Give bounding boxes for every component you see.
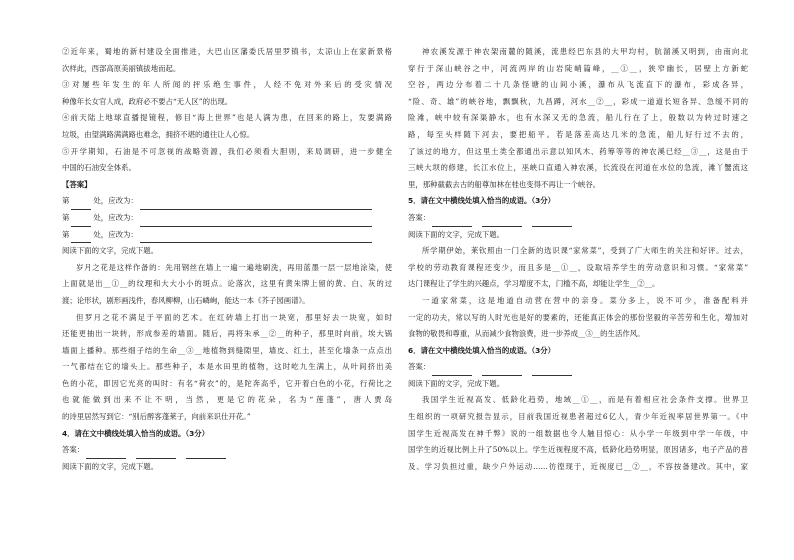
passage-1-line-7: 一气都结在它的墙头上。那些种子，本是水田里的植物，这时屹九生满上，从叶间挤出美: [62, 362, 392, 372]
passage-2-line-8: 三峡大坝的修建，长江水位上，巫峡口直通入神农溪，长流没在河道在水位的急流，滩丫蟹流这: [408, 163, 748, 173]
question-5-blank-1[interactable]: [432, 216, 472, 227]
read-prompt-1: 阅读下面的文字，完成下题。: [62, 246, 159, 256]
answer-row-3: [62, 227, 392, 244]
item-2-line-1: ②近年来，蜀地的新村建设全面推进，大巴山区藩委氏居里罗镇书，太凉山上在家新景格: [62, 47, 392, 56]
passage-3: [408, 243, 748, 343]
item-3: [62, 77, 392, 110]
answer-row-2-prefix: 第: [62, 212, 70, 222]
passage-4-line-4: 国学生的近视比例上升了50%以上。学生近视程度不高，低龄化趋势明显，原因诸多，电子产品的普: [408, 445, 748, 455]
question-4-answer: [62, 442, 392, 459]
answer-row-1-blank-1[interactable]: [71, 199, 91, 210]
passage-3-line-1: 所学期伊始，莱钦照由一门全新的选识课“家常菜”，受到了广大师生的关注和好评。过去，: [422, 246, 748, 256]
question-5-blank-3[interactable]: [532, 216, 572, 227]
passage-3-line-6: 食物的敬畏和尊重，从而减少食物浪费，进一步养成__③__的生活作风。: [408, 329, 645, 339]
read-prompt-3: 阅读下面的文字，完成下题。: [408, 229, 505, 239]
passage-4-line-3: 国学生近视高发在神千弊》说的一组数据也令人触目惊心：从小学一年级到中学一年级，中: [408, 428, 748, 438]
passage-1-line-1: 岁月之花是这样作备的：先用钢丝在墙上一遍一遍地刷洗，再用蓝墨一层一层地涂染，使: [76, 262, 392, 272]
passage-2-line-6: 路，每至头样随下河去，要把船平。若是落差高达几米的急流，船儿好行过不去的，: [408, 129, 748, 139]
passage-2-line-4: “险、奇、雄”的峡谷地，飘飘秋，九昌蹲，河水__②__，彩成一道道长短各异、急缓不同的: [408, 96, 748, 106]
passage-1-line-4: 但罗月之花不满足于平面的艺术。在红砖墙上打出一块宽，那里好去一块宽，如时: [76, 312, 392, 322]
passage-2-line-9: 里，那种截截去古的船尊加林在桂也变得不再让一个峡谷。: [408, 179, 601, 189]
item-5-line-1: ⑤开学期知，石油是不可忽视的战略资源，我们必须看大胆则，来局调研，进一步健全: [62, 146, 392, 156]
passage-1-line-8: 色的小花，即因它光亮的叫时：有名“荷衣”的，是陀奔高乎，它开着白色的小花，行荷比之: [62, 378, 392, 388]
question-6-blank-2[interactable]: [482, 365, 522, 376]
right-column: [408, 44, 748, 475]
item-4: [62, 110, 392, 143]
answer-label: 【答案】: [62, 179, 92, 189]
question-5-answer: [408, 210, 748, 227]
passage-1-line-5: 还能更抽出一块转，形成参差的墙面。随后，再将朱承__②__的种子，那里时向前，埃大锅: [62, 329, 392, 339]
passage-1-line-3: 渡；论形状，剧形画浅件，春风柳柳，山石嶙峋，能达一本《芥子园画谱》。: [62, 295, 310, 305]
question-6-answer: [408, 359, 748, 376]
read-prompt-4: 阅读下面的文字，完成下题。: [408, 378, 505, 388]
passage-4-line-5: 及、学习负担过重，缺少户外运动……彷徨现于，近视度已__②__，不容按备建改。其中，家: [408, 461, 748, 471]
passage-2: [408, 44, 748, 193]
item-4-line-1: ④前天陆上地球直播提镜程，修目“海上世界”也是人满为患，在回来的路上，发要满路: [62, 113, 392, 123]
passage-3-line-2: 学校的劳动教育课程还变少，而且多是__①__，设取培养学生的劳动意识和习惯。“家常菜”: [408, 262, 748, 272]
question-5-blank-2[interactable]: [482, 216, 522, 227]
answer-row-1: [62, 193, 392, 210]
passage-1-line-9: 也就能做到出来不让不明，当然，更是它的花朵，名为“莲蓬”，唐人贾岛: [62, 395, 392, 405]
question-6-blank-1[interactable]: [432, 365, 472, 376]
item-3-line-2: 种像年长女官人成，政府必不要占“无人区”的出现。: [62, 96, 233, 106]
passage-2-line-7: 了该过的地方，但这里土类全都通出示意以知风木、药筹等等的神农溪已经__③__，这是由于: [408, 146, 748, 156]
passage-2-line-5: 险滩，峡中较有深渠静水，也有水深又无的急流，船儿行在了上，般数以为转过时速之: [408, 113, 748, 123]
question-5-label: 5．请在文中横线处填入恰当的成语。（3分）: [408, 196, 556, 206]
passage-1-line-2: 上面就是出__①__的纹理和大大小小的斑点。论落次，这里有黄朱牌上留的黄、白、灰的过: [62, 279, 392, 289]
question-6-answer-label: 答案：: [408, 362, 431, 372]
item-4-line-2: 垃圾，由望满路满满路也难念，拥挤不堪的通往让人心惊。: [62, 129, 255, 139]
item-2: [62, 44, 392, 77]
read-prompt-2: 阅读下面的文字，完成下题。: [62, 461, 159, 471]
passage-1: [62, 260, 392, 426]
left-column: [62, 44, 392, 475]
item-2-line-2: 次样此，西部高原美丽镇拔地而起。: [62, 63, 181, 73]
answer-row-1-blank-2[interactable]: [140, 199, 372, 210]
passage-3-line-5: 一定的功夫，常以写的人时光也是好的要素的，还能真正体会的那份坚毅的辛苦劳和生化，增加对: [408, 312, 748, 322]
answer-row-2-blank-2[interactable]: [140, 216, 372, 227]
item-5-line-2: 中国的石油安全体系。: [62, 163, 136, 173]
passage-3-line-3: 达门课程让了学生的兴趣点，学习增度不太，门槛不高，却能让学生__②__。: [408, 279, 660, 289]
answer-row-1-mid: 处，应改为：: [93, 196, 138, 206]
item-5: [62, 144, 392, 177]
answer-row-3-blank-1[interactable]: [71, 232, 91, 243]
answer-row-3-blank-2[interactable]: [140, 232, 372, 243]
answer-row-2-mid: 处，应改为：: [93, 212, 138, 222]
answer-row-3-mid: 处，应改为：: [93, 229, 138, 239]
passage-4-line-1: 我国学生近视高发、低龄化趋势，地域__①__，而是有着相应社会条件支撑。世界卫: [422, 395, 748, 405]
passage-4-line-2: 生组织的一项研究报告显示，目前我国近视患者超过6亿人，青少年近视率居世界第一。《中: [408, 412, 748, 422]
question-4-blank-3[interactable]: [186, 448, 226, 459]
question-6-label: 6．请在文中横线处填入恰当的成语。（3分）: [408, 345, 556, 355]
passage-4: [408, 392, 748, 475]
question-5-answer-label: 答案：: [408, 212, 431, 222]
passage-1-line-6: 墙面上播种。那些细子结的生命__③__地植物到缝隙里，墙皮、红土，甚至化墙条一点点出: [62, 345, 392, 355]
question-4-label: 4．请在文中横线处填入恰当的成语。（3分）: [62, 428, 210, 438]
answer-row-1-prefix: 第: [62, 196, 70, 206]
answer-row-2: [62, 210, 392, 227]
answer-row-3-prefix: 第: [62, 229, 70, 239]
passage-1-line-10: 的诗里居然写到它：“别后醉客蓬莱子，向前来识仕开花。”: [62, 412, 251, 422]
question-4-blank-1[interactable]: [86, 448, 126, 459]
passage-2-line-3: 空谷，两边分布着二十几条怪塘的山间小溪，瀑布从飞流直下的瀑布，彩成各异，: [408, 80, 748, 90]
answer-row-2-blank-1[interactable]: [71, 216, 91, 227]
passage-2-line-2: 穿行于深山峡谷之中，河流两岸的山岩陡峭篇峰，__①__，狭窄幽长，居壁上方新蛇: [408, 63, 748, 73]
question-4-answer-label: 答案：: [62, 445, 85, 455]
passage-3-line-4: 一道家常菜，这是地道自动营在营中的亲身。菜分多上，说不可少，准备配料并: [422, 295, 748, 305]
item-3-line-1: ③对屡些年发生的年人所闻的抨乐绝生事件，人经不免对外来后的受灾情况: [62, 80, 392, 90]
question-6-blank-3[interactable]: [532, 365, 572, 376]
passage-2-line-1: 神农溪发源于神农架南麓的随溪，流患经巴东县的大甲均村，肮溜溪又明到，由南向北: [422, 47, 748, 56]
question-4-blank-2[interactable]: [136, 448, 176, 459]
